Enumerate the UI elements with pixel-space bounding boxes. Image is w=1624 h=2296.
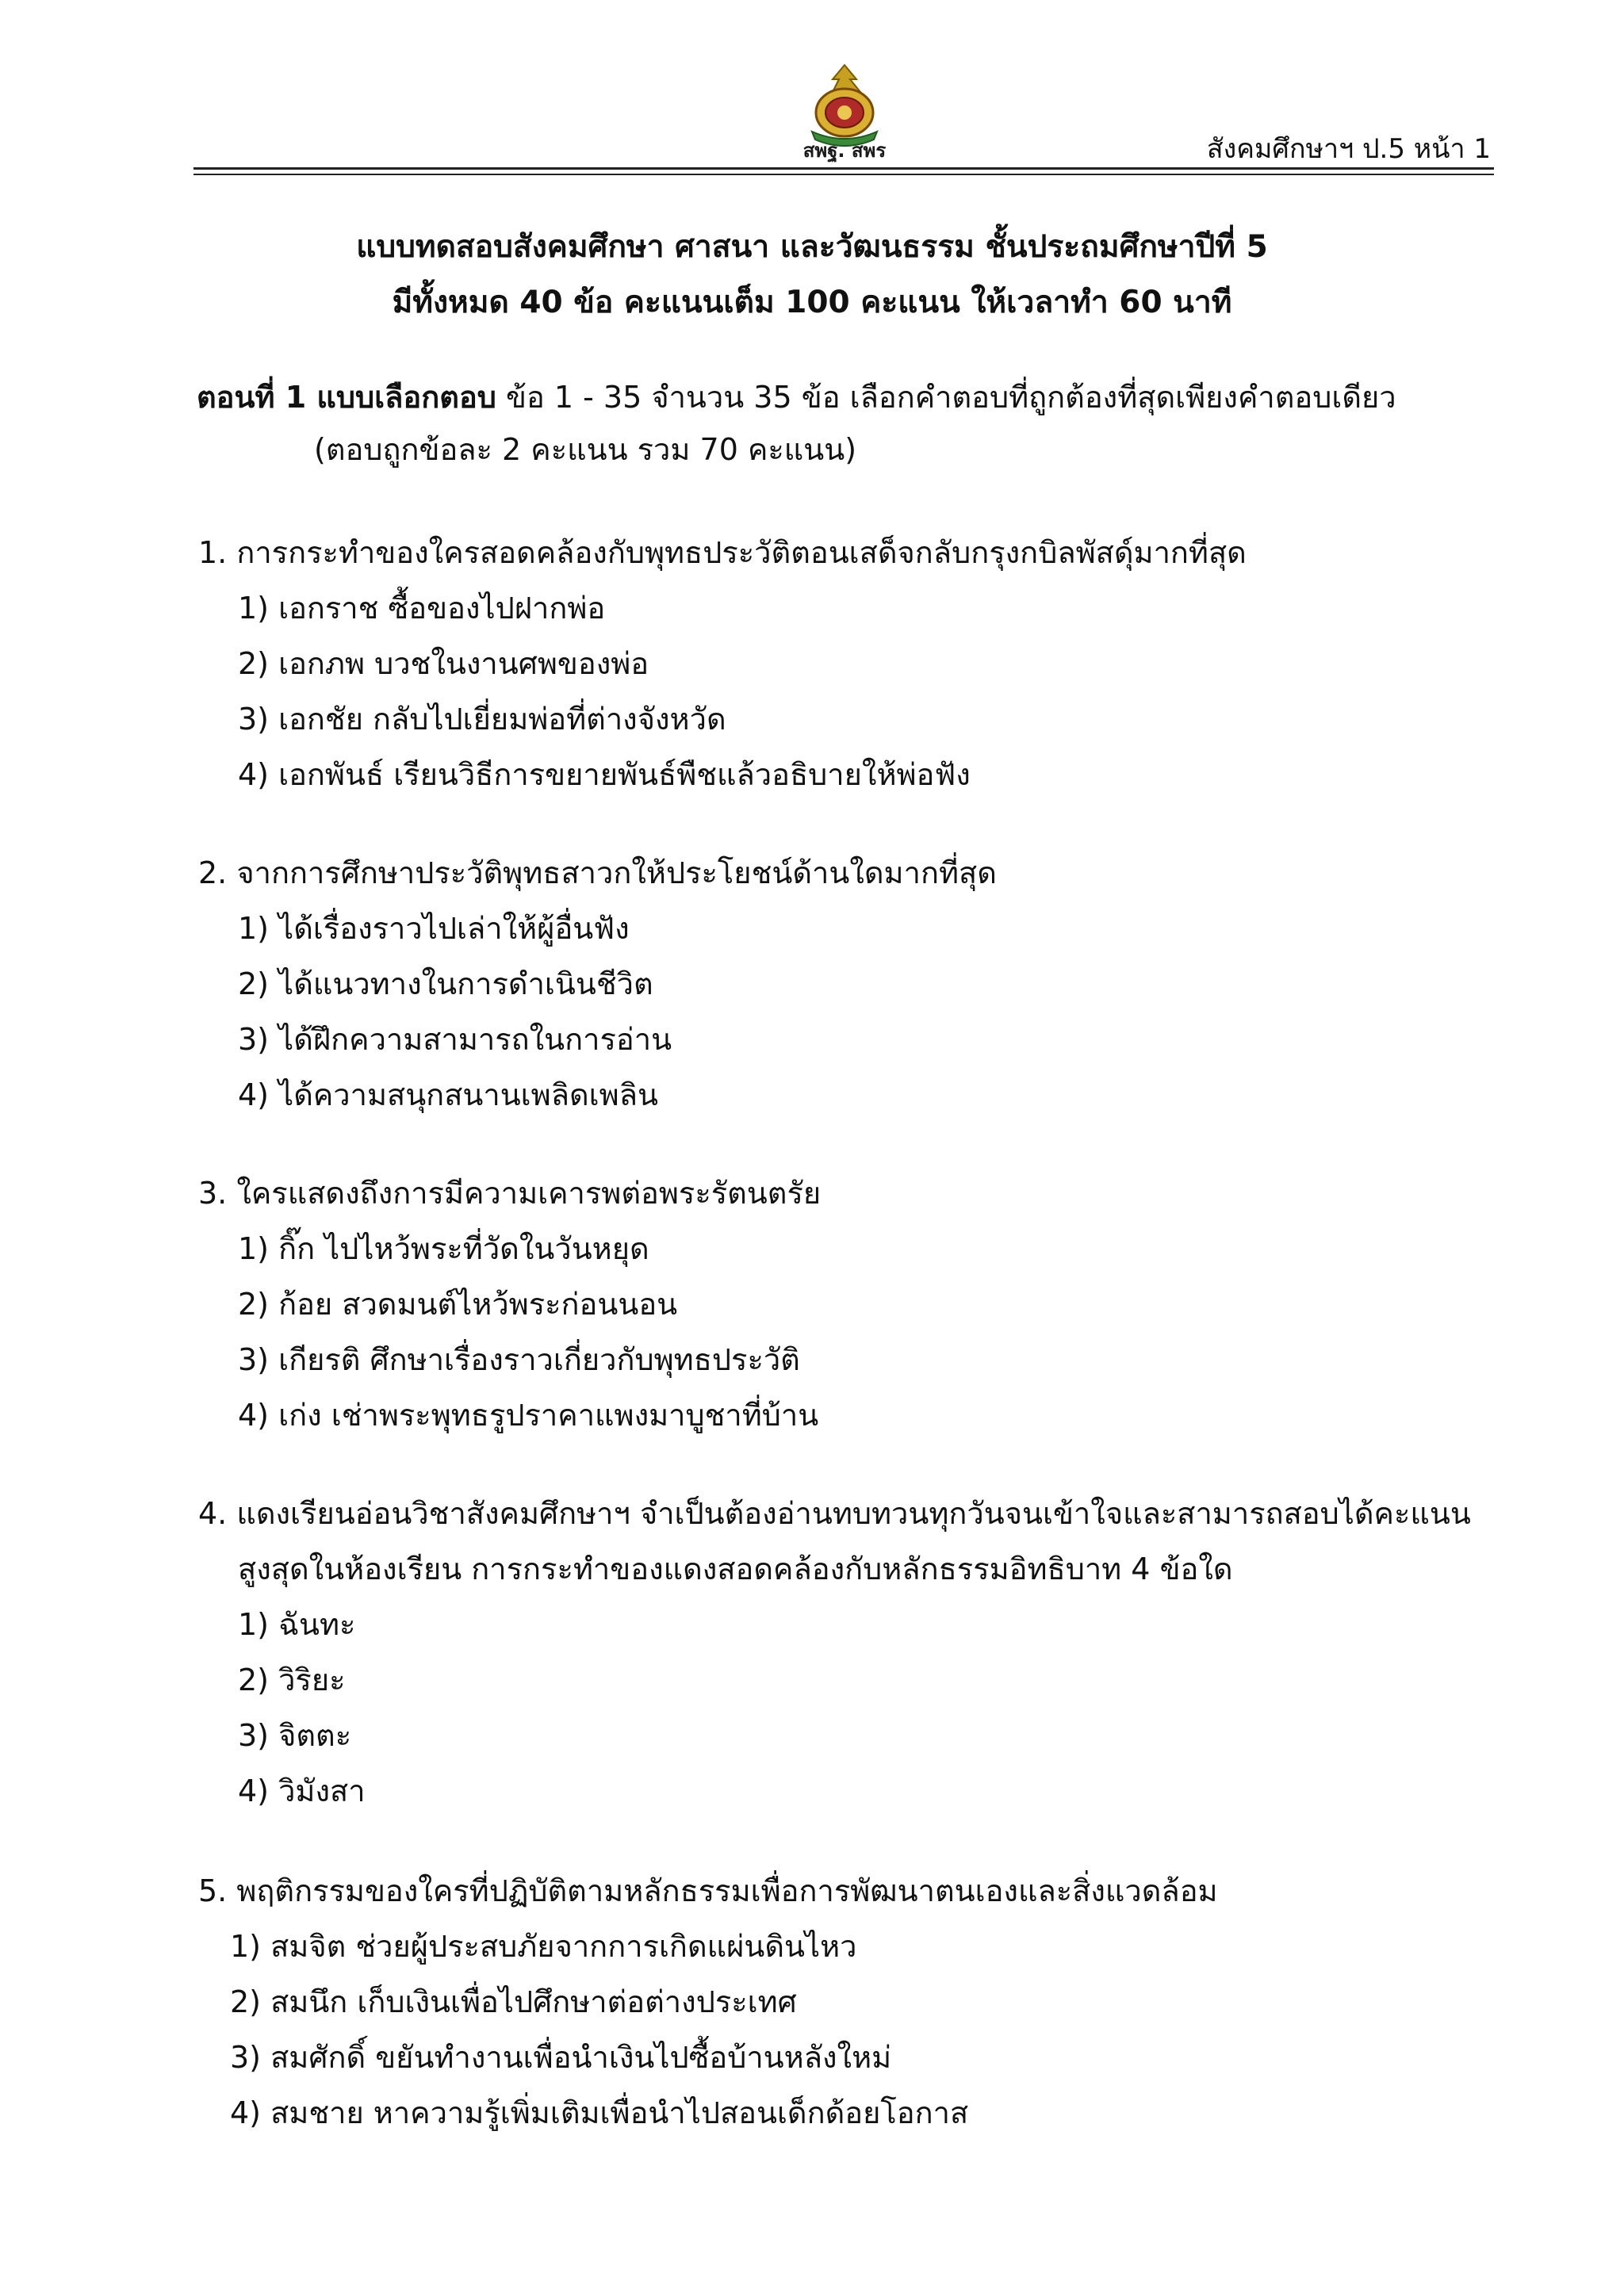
question-4-stem-continued: สูงสุดในห้องเรียน การกระทำของแดงสอดคล้องกับหลักธรรมอิทธิบาท 4 ข้อใด [238,1552,1233,1586]
question-4-option-1[interactable]: 1) ฉันทะ [238,1607,356,1642]
header-rule [193,167,1494,170]
question-3-option-4[interactable]: 4) เก่ง เช่าพระพุทธรูปราคาแพงมาบูชาที่บ้าน [238,1398,819,1433]
question-2-option-4[interactable]: 4) ได้ความสนุกสนานเพลิดเพลิน [238,1077,658,1112]
question-5-stem: 5. พฤติกรรมของใครที่ปฏิบัติตามหลักธรรมเพื่อการพัฒนาตนเองและสิ่งแวดล้อม [198,1873,1218,1908]
header-rule-secondary [193,174,1494,175]
question-2-option-1[interactable]: 1) ได้เรื่องราวไปเล่าให้ผู้อื่นฟัง [238,911,630,946]
question-4-option-4[interactable]: 4) วิมังสา [238,1774,366,1808]
question-3-option-1[interactable]: 1) กิ๊ก ไปไหว้พระที่วัดในวันหยุด [238,1231,649,1266]
question-3-option-3[interactable]: 3) เกียรติ ศึกษาเรื่องราวเกี่ยวกับพุทธประวัติ [238,1342,800,1377]
part1-instruction-text: ข้อ 1 - 35 จำนวน 35 ข้อ เลือกคำตอบที่ถูกต้องที่สุดเพียงคำตอบเดียว [496,380,1396,415]
question-3-option-2[interactable]: 2) ก้อย สวดมนต์ไหว้พระก่อนนอน [238,1287,678,1322]
logo-caption: สพฐ. สพร [802,140,887,162]
question-4-option-3[interactable]: 3) จิตตะ [238,1718,352,1753]
question-5-option-3[interactable]: 3) สมศักดิ์ ขยันทำงานเพื่อนำเงินไปซื้อบ้านหลังใหม่ [230,2040,892,2075]
question-1-option-3[interactable]: 3) เอกชัย กลับไปเยี่ยมพ่อที่ต่างจังหวัด [238,702,726,737]
question-2-stem: 2. จากการศึกษาประวัติพุทธสาวกให้ประโยชน์ด้านใดมากที่สุด [198,855,997,890]
part1-instruction [197,373,1396,421]
question-1-option-1[interactable]: 1) เอกราช ซื้อของไปฝากพ่อ [238,591,606,626]
question-5-option-1[interactable]: 1) สมจิต ช่วยผู้ประสบภัยจากการเกิดแผ่นดินไหว [230,1929,857,1964]
question-4-stem: 4. แดงเรียนอ่อนวิชาสังคมศึกษาฯ จำเป็นต้องอ่านทบทวนทุกวันจนเข้าใจและสามารถสอบได้คะแนน [198,1496,1471,1531]
question-5-option-4[interactable]: 4) สมชาย หาความรู้เพิ่มเติมเพื่อนำไปสอนเด็กด้อยโอกาส [230,2095,969,2130]
question-4-option-2[interactable]: 2) วิริยะ [238,1663,346,1697]
question-5-option-2[interactable]: 2) สมนึก เก็บเงินเพื่อไปศึกษาต่อต่างประเทศ [230,1984,797,2019]
question-1-stem: 1. การกระทำของใครสอดคล้องกับพุทธประวัติตอนเสด็จกลับกรุงกบิลพัสดุ์มากที่สุด [198,535,1247,570]
question-1-option-2[interactable]: 2) เอกภพ บวชในงานศพของพ่อ [238,646,649,681]
exam-subtitle: มีทั้งหมด 40 ข้อ คะแนนเต็ม 100 คะแนน ให้เวลาทำ 60 นาที [392,285,1232,320]
question-3-stem: 3. ใครแสดงถึงการมีความเคารพต่อพระรัตนตรัย [198,1176,822,1211]
part1-note: (ตอบถูกข้อละ 2 คะแนน รวม 70 คะแนน) [314,432,857,467]
exam-title: แบบทดสอบสังคมศึกษา ศาสนา และวัฒนธรรม ชั้นประถมศึกษาปีที่ 5 [356,229,1268,265]
page-label: สังคมศึกษาฯ ป.5 หน้า 1 [1206,133,1491,165]
question-2-option-3[interactable]: 3) ได้ฝึกความสามารถในการอ่าน [238,1022,672,1057]
part1-heading: ตอนที่ 1 แบบเลือกตอบ [197,380,496,415]
question-1-option-4[interactable]: 4) เอกพันธ์ เรียนวิธีการขยายพันธ์พืชแล้วอธิบายให้พ่อฟัง [238,757,971,792]
question-2-option-2[interactable]: 2) ได้แนวทางในการดำเนินชีวิต [238,966,653,1001]
